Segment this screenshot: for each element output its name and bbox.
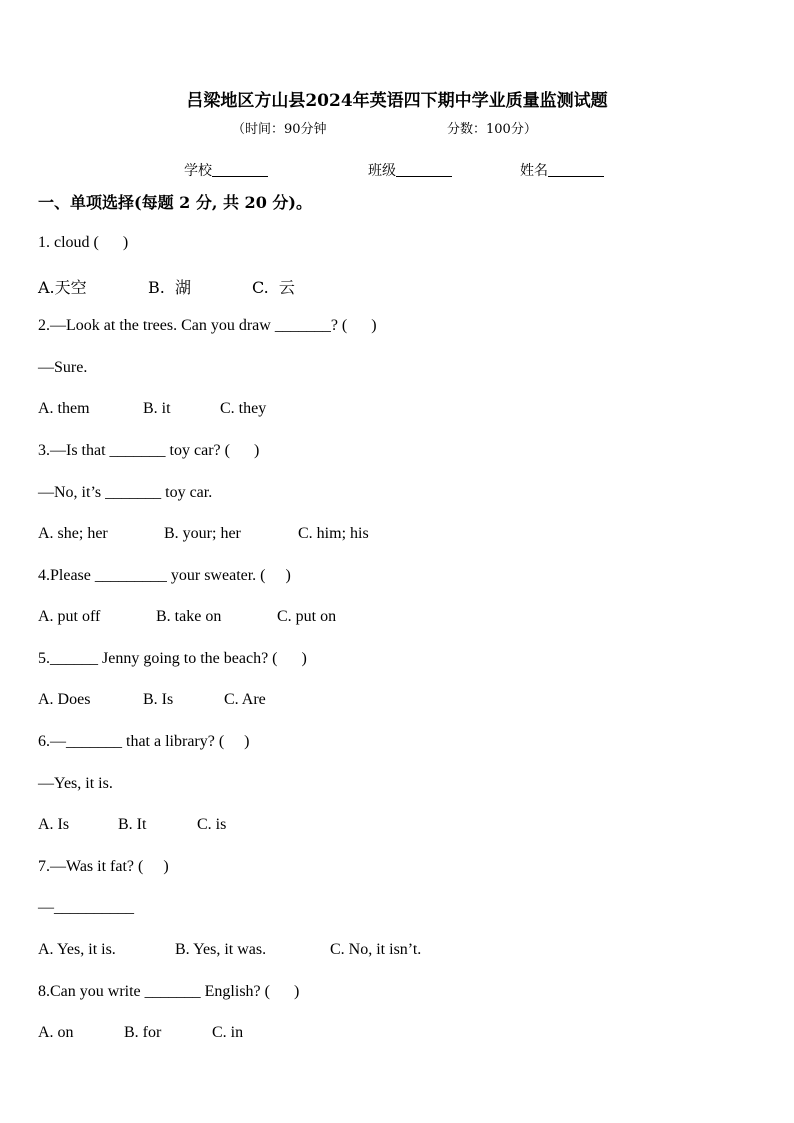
question-6-stem: 6.—_______ that a library? ( ) [38, 733, 250, 750]
q7-option-b[interactable]: B. Yes, it was. [175, 941, 267, 958]
exam-score: 分数：100分） [447, 122, 537, 137]
school-field[interactable] [184, 160, 268, 180]
question-2-answer: —Sure. [38, 359, 88, 376]
q6-option-c[interactable]: C. is [197, 816, 227, 833]
q4-option-a[interactable]: A. put off [38, 608, 101, 625]
q4-option-b[interactable]: B. take on [156, 608, 222, 625]
q1-option-b[interactable]: B. 湖 [148, 278, 192, 297]
q5-option-b[interactable]: B. Is [143, 691, 174, 708]
q4-option-c[interactable]: C. put on [277, 608, 337, 625]
name-blank[interactable] [548, 162, 604, 177]
q8-option-a[interactable]: A. on [38, 1024, 74, 1041]
q8-option-b[interactable]: B. for [124, 1024, 162, 1041]
class-field[interactable] [368, 160, 452, 180]
question-3-answer: —No, it’s _______ toy car. [38, 484, 213, 501]
page-title: 吕梁地区方山县2024年英语四下期中学业质量监测试题 [186, 91, 608, 111]
name-field[interactable] [520, 160, 604, 180]
class-label: 班级 [368, 163, 396, 179]
name-label: 姓名 [520, 163, 548, 179]
question-5-stem: 5.______ Jenny going to the beach? ( ) [38, 650, 307, 667]
q3-option-b[interactable]: B. your; her [164, 525, 241, 542]
q5-option-c[interactable]: C. Are [224, 691, 266, 708]
q6-option-a[interactable]: A. Is [38, 816, 70, 833]
question-1-stem: 1. cloud ( ) [38, 234, 129, 251]
q8-option-c[interactable]: C. in [212, 1024, 244, 1041]
q1-option-a[interactable]: A.天空 [38, 278, 87, 297]
q7-option-a[interactable]: A. Yes, it is. [38, 941, 116, 958]
question-3-stem: 3.—Is that _______ toy car? ( ) [38, 442, 260, 459]
question-7-stem: 7.—Was it fat? ( ) [38, 858, 169, 875]
question-2-stem: 2.—Look at the trees. Can you draw _______? ( ) [38, 317, 377, 334]
q1-option-c[interactable]: C. 云 [252, 278, 295, 297]
school-label: 学校 [184, 163, 212, 179]
q6-option-b[interactable]: B. It [118, 816, 147, 833]
q2-option-c[interactable]: C. they [220, 400, 267, 417]
q7-option-c[interactable]: C. No, it isn’t. [330, 941, 422, 958]
question-7-answer: —__________ [38, 899, 134, 916]
q2-option-b[interactable]: B. it [143, 400, 171, 417]
q2-option-a[interactable]: A. them [38, 400, 90, 417]
section-title: 一、单项选择(每题 2 分, 共 20 分)。 [38, 193, 312, 212]
q3-option-a[interactable]: A. she; her [38, 525, 108, 542]
question-8-stem: 8.Can you write _______ English? ( ) [38, 983, 300, 1000]
question-4-stem: 4.Please _________ your sweater. ( ) [38, 567, 291, 584]
exam-time: （时间：90分钟 [232, 122, 327, 137]
question-6-answer: —Yes, it is. [38, 775, 113, 792]
school-blank[interactable] [212, 162, 268, 177]
q3-option-c[interactable]: C. him; his [298, 525, 369, 542]
q5-option-a[interactable]: A. Does [38, 691, 91, 708]
class-blank[interactable] [396, 162, 452, 177]
